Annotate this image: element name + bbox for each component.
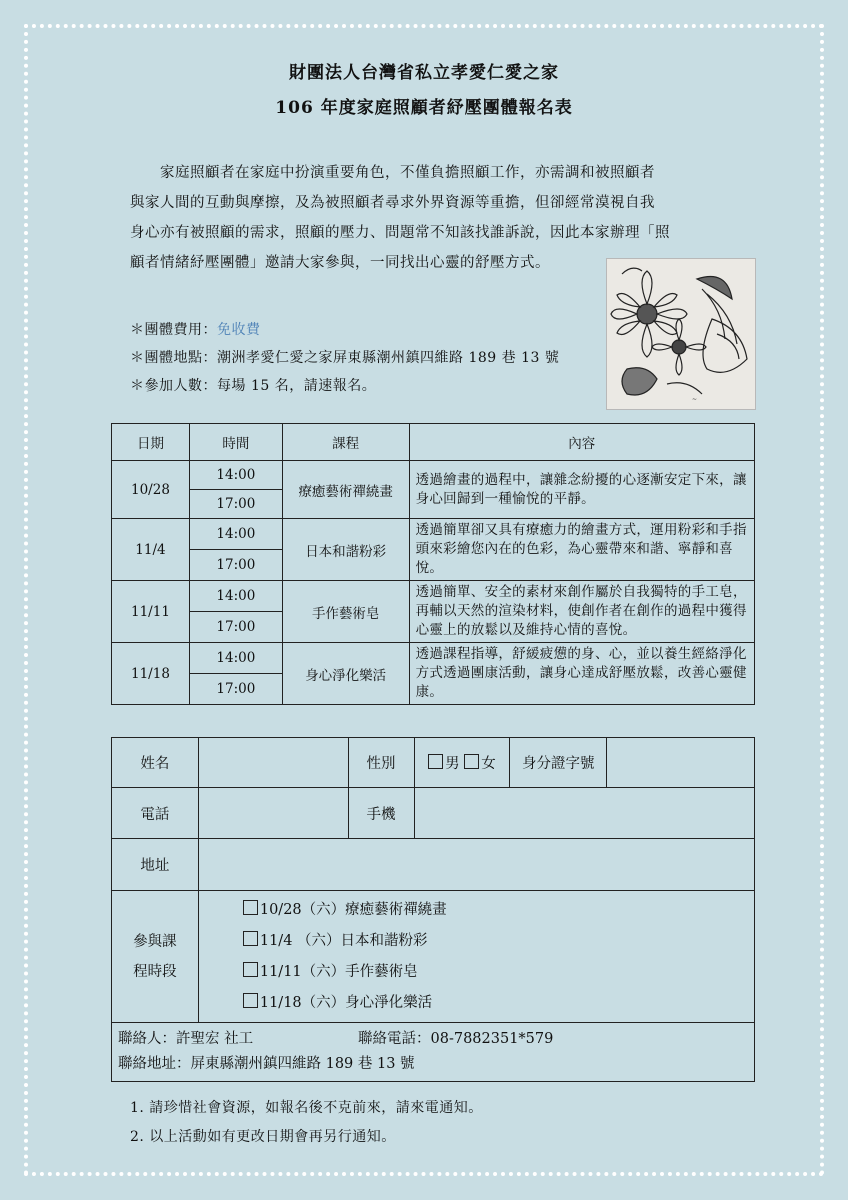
note-item: 1. 請珍惜社會資源，如報名後不克前來，請來電通知。 (130, 1100, 483, 1116)
course-option-label: 11/11（六）手作藝術皂 (259, 963, 418, 980)
gender-label: 性別 (348, 738, 414, 788)
note-item: 2. 以上活動如有更改日期會再另行通知。 (130, 1129, 396, 1145)
male-label: 男 (445, 756, 460, 772)
col-content: 內容 (409, 424, 754, 461)
notes (130, 1094, 483, 1152)
address-label: 地址 (112, 839, 199, 891)
intro-line: 身心亦有被照顧的需求，照顧的壓力、問題常不知該找誰訴說，因此本家辦理「照 (130, 225, 670, 241)
course-option-label: 11/18（六）身心淨化樂活 (259, 994, 433, 1011)
col-date: 日期 (112, 424, 190, 461)
table-row (112, 581, 755, 612)
contact-row (112, 1023, 755, 1082)
address-field[interactable] (198, 839, 754, 891)
date-cell: 11/4 (112, 519, 190, 581)
id-label: 身分證字號 (510, 738, 607, 788)
fee-label: ＊團體費用： (130, 322, 217, 338)
name-field[interactable] (198, 738, 348, 788)
course-cell: 手作藝術皂 (282, 581, 409, 643)
course-label-line: 程時段 (133, 963, 177, 980)
col-course: 課程 (282, 424, 409, 461)
phone-field[interactable] (198, 788, 348, 839)
female-checkbox[interactable] (464, 754, 479, 769)
phone-row (112, 788, 755, 839)
contact-address: 聯絡地址：屏東縣潮州鎮四維路 189 巷 13 號 (118, 1056, 415, 1072)
intro-line: 顧者情緒紓壓團體」邀請大家參與，一同找出心靈的舒壓方式。 (130, 255, 550, 271)
org-title: 財團法人台灣省私立孝愛仁愛之家 (289, 63, 559, 83)
table-row (112, 461, 755, 490)
date-cell: 11/18 (112, 643, 190, 705)
end-time: 17:00 (189, 490, 282, 519)
course-checkbox[interactable] (243, 993, 258, 1008)
course-option[interactable] (199, 957, 754, 988)
end-time: 17:00 (189, 612, 282, 643)
contact-person: 聯絡人：許聖宏 社工 (118, 1031, 254, 1047)
intro-line: 與家人間的互動與摩擦，及為被照顧者尋求外界資源等重擔，但卻經常漠視自我 (130, 195, 655, 211)
registration-form (111, 737, 755, 1082)
content-cell: 透過簡單、安全的素材來創作屬於自我獨特的手工皂，再輔以天然的渲染材料，使創作者在創作的過程中獲得心靈上的放鬆以及維持心情的喜悅。 (409, 581, 754, 643)
event-info (130, 316, 559, 400)
start-time: 14:00 (189, 581, 282, 612)
id-field[interactable] (607, 738, 755, 788)
contact-info (112, 1023, 755, 1082)
contact-line (118, 1027, 748, 1052)
svg-text:~: ~ (692, 396, 698, 403)
course-cell: 日本和諧粉彩 (282, 519, 409, 581)
date-cell: 11/11 (112, 581, 190, 643)
course-option[interactable] (199, 988, 754, 1019)
intro-line: 家庭照顧者在家庭中扮演重要角色，不僅負擔照顧工作，亦需調和被照顧者 (160, 165, 655, 181)
course-option[interactable] (199, 926, 754, 957)
form-title: 106 年度家庭照顧者紓壓團體報名表 (275, 98, 573, 118)
start-time: 14:00 (189, 519, 282, 550)
name-row (112, 738, 755, 788)
location-line: ＊團體地點：潮洲孝愛仁愛之家屏東縣潮州鎮四維路 189 巷 13 號 (130, 350, 560, 366)
phone-label: 電話 (112, 788, 199, 839)
course-cell: 療癒藝術禪繞畫 (282, 461, 409, 519)
course-options (198, 891, 754, 1023)
start-time: 14:00 (189, 461, 282, 490)
schedule-table (111, 423, 755, 705)
course-label-line: 參與課 (133, 933, 177, 950)
name-label: 姓名 (112, 738, 199, 788)
course-cell: 身心淨化樂活 (282, 643, 409, 705)
course-row (112, 891, 755, 1023)
course-option-label: 10/28（六）療癒藝術禪繞畫 (259, 901, 447, 918)
table-row (112, 643, 755, 674)
contact-phone: 聯絡電話：08-7882351*579 (358, 1031, 554, 1047)
date-cell: 10/28 (112, 461, 190, 519)
mobile-field[interactable] (414, 788, 755, 839)
course-label (112, 891, 199, 1023)
fee-value: 免收費 (217, 322, 261, 338)
female-label: 女 (481, 756, 496, 772)
mobile-label: 手機 (348, 788, 414, 839)
capacity-line: ＊參加人數：每場 15 名，請速報名。 (130, 378, 377, 394)
content-cell: 透過課程指導，舒緩疲憊的身、心，並以養生經絡淨化方式透過團康活動，讓身心達成舒壓放鬆，改善心靈健康。 (409, 643, 754, 705)
zentangle-artwork-image (606, 258, 756, 410)
male-checkbox[interactable] (428, 754, 443, 769)
course-checkbox[interactable] (243, 931, 258, 946)
fee-line (130, 316, 559, 344)
start-time: 14:00 (189, 643, 282, 674)
end-time: 17:00 (189, 550, 282, 581)
content-cell: 透過簡單卻又具有療癒力的繪畫方式，運用粉彩和手指頭來彩繪您內在的色彩，為心靈帶來和諧、寧靜和喜悅。 (409, 519, 754, 581)
schedule-header-row (112, 424, 755, 461)
gender-options (414, 738, 510, 788)
course-option[interactable] (199, 895, 754, 926)
col-time: 時間 (189, 424, 282, 461)
course-option-label: 11/4 （六）日本和諧粉彩 (259, 932, 428, 949)
course-checkbox[interactable] (243, 962, 258, 977)
course-checkbox[interactable] (243, 900, 258, 915)
address-row (112, 839, 755, 891)
end-time: 17:00 (189, 674, 282, 705)
table-row (112, 519, 755, 550)
content-cell: 透過繪畫的過程中，讓雜念紛擾的心逐漸安定下來，讓身心回歸到一種愉悅的平靜。 (409, 461, 754, 519)
